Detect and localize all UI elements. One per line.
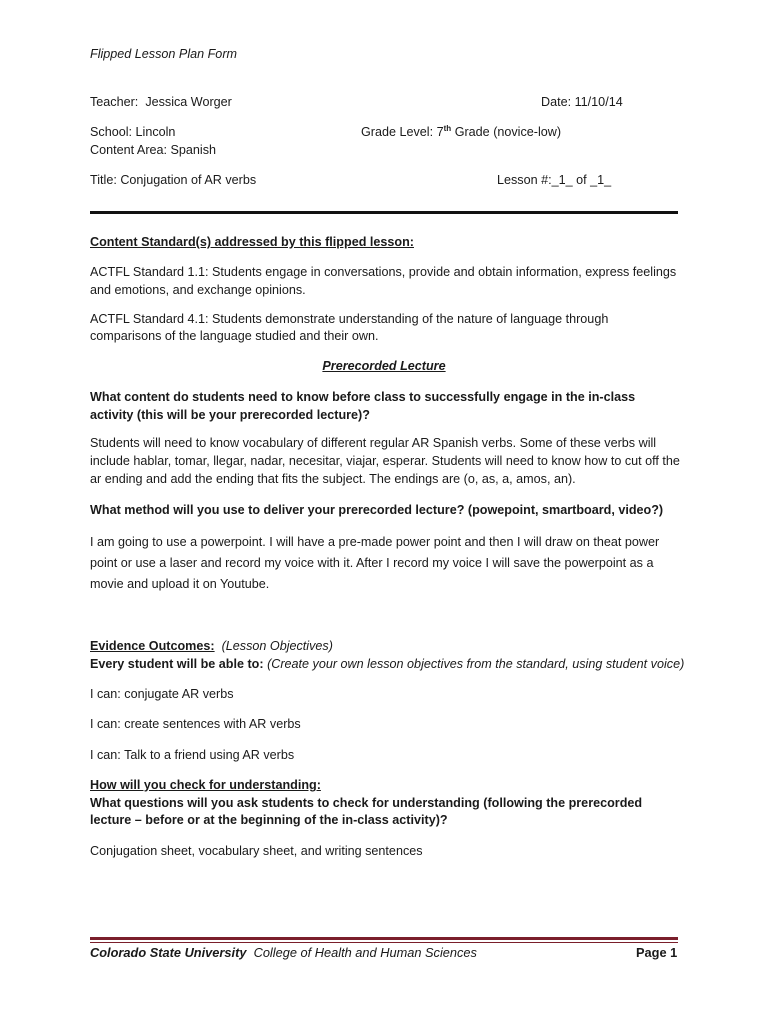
footer-line <box>90 945 477 961</box>
date-value: 11/10/14 <box>574 95 623 109</box>
standard-2: ACTFL Standard 4.1: Students demonstrate understanding of the nature of language through comparisons of the language studied and their own. <box>90 312 609 343</box>
teacher-line <box>90 94 232 110</box>
every-student-label: Every student will be able to: <box>90 657 264 671</box>
every-student-line <box>90 656 684 672</box>
title-line <box>90 172 256 188</box>
date-label: Date: <box>541 95 572 109</box>
standard-1: ACTFL Standard 1.1: Students engage in conversations, provide and obtain information, express feelings and emotions, and exchange opinions. <box>90 265 677 297</box>
question-content: What content do students need to know before class to successfully engage in the in-class activity (this will be your prerecorded lecture)? <box>90 390 636 422</box>
content-area-value: Spanish <box>170 143 217 157</box>
teacher-name: Jessica Worger <box>145 95 232 109</box>
form-title: Flipped Lesson Plan Form <box>90 47 237 61</box>
footer-university: Colorado State University <box>90 945 247 960</box>
evidence-line <box>90 638 333 654</box>
footer-page: Page 1 <box>636 945 678 960</box>
content-area-line <box>90 142 216 158</box>
evidence-note: (Lesson Objectives) <box>221 639 333 653</box>
objective-item: I can: conjugate AR verbs <box>90 687 234 701</box>
grade-rest: Grade (novice-low) <box>454 125 562 139</box>
answer-content: Students will need to know vocabulary of different regular AR Spanish verbs. Some of these verbs will include hablar, tomar, llegar, nadar, necesitar, viajar, esperar. Students will need to know how to cut off the ar ending and add the ending that fits the subject. The endings are (o, as, a, amos, an). <box>90 436 680 486</box>
school-value: Lincoln <box>135 125 176 139</box>
evidence-heading: Evidence Outcomes: <box>90 639 215 653</box>
lesson-number: Lesson #:_1_ of _1_ <box>497 173 612 187</box>
content-area-label: Content Area: <box>90 143 168 157</box>
title-label: Title: <box>90 173 117 187</box>
grade-superscript: th <box>443 124 452 133</box>
school-label: School: <box>90 125 133 139</box>
date-line <box>541 94 623 110</box>
header-divider <box>90 211 678 214</box>
check-heading: How will you check for understanding: <box>90 778 321 792</box>
footer-college: College of Health and Human Sciences <box>253 945 477 960</box>
teacher-label: Teacher: <box>90 95 139 109</box>
title-value: Conjugation of AR verbs <box>120 173 257 187</box>
footer-rule-thick <box>90 937 678 940</box>
grade-number: 7 <box>436 125 444 139</box>
answer-method: I am going to use a powerpoint. I will have a pre-made power point and then I will draw on theat power point or use a laser and record my voice with it. After I record my voice I will save the powerpoint as a movie and upload it on Youtube. <box>90 535 660 591</box>
every-student-note: (Create your own lesson objectives from the standard, using student voice) <box>267 657 685 671</box>
grade-label: Grade Level: <box>361 125 434 139</box>
prerecorded-heading: Prerecorded Lecture <box>322 359 446 373</box>
question-method: What method will you use to deliver your prerecorded lecture? (powepoint, smartboard, video?) <box>90 503 664 517</box>
grade-line <box>361 124 561 140</box>
check-question: What questions will you ask students to check for understanding (following the prerecorded lecture – before or at the beginning of the in-class activity)? <box>90 796 643 827</box>
footer-rule-thin <box>90 942 678 943</box>
objective-item: I can: create sentences with AR verbs <box>90 717 301 731</box>
standards-heading: Content Standard(s) addressed by this flipped lesson: <box>90 235 414 249</box>
check-answer: Conjugation sheet, vocabulary sheet, and writing sentences <box>90 844 423 858</box>
objective-item: I can: Talk to a friend using AR verbs <box>90 748 295 762</box>
school-line <box>90 124 175 140</box>
